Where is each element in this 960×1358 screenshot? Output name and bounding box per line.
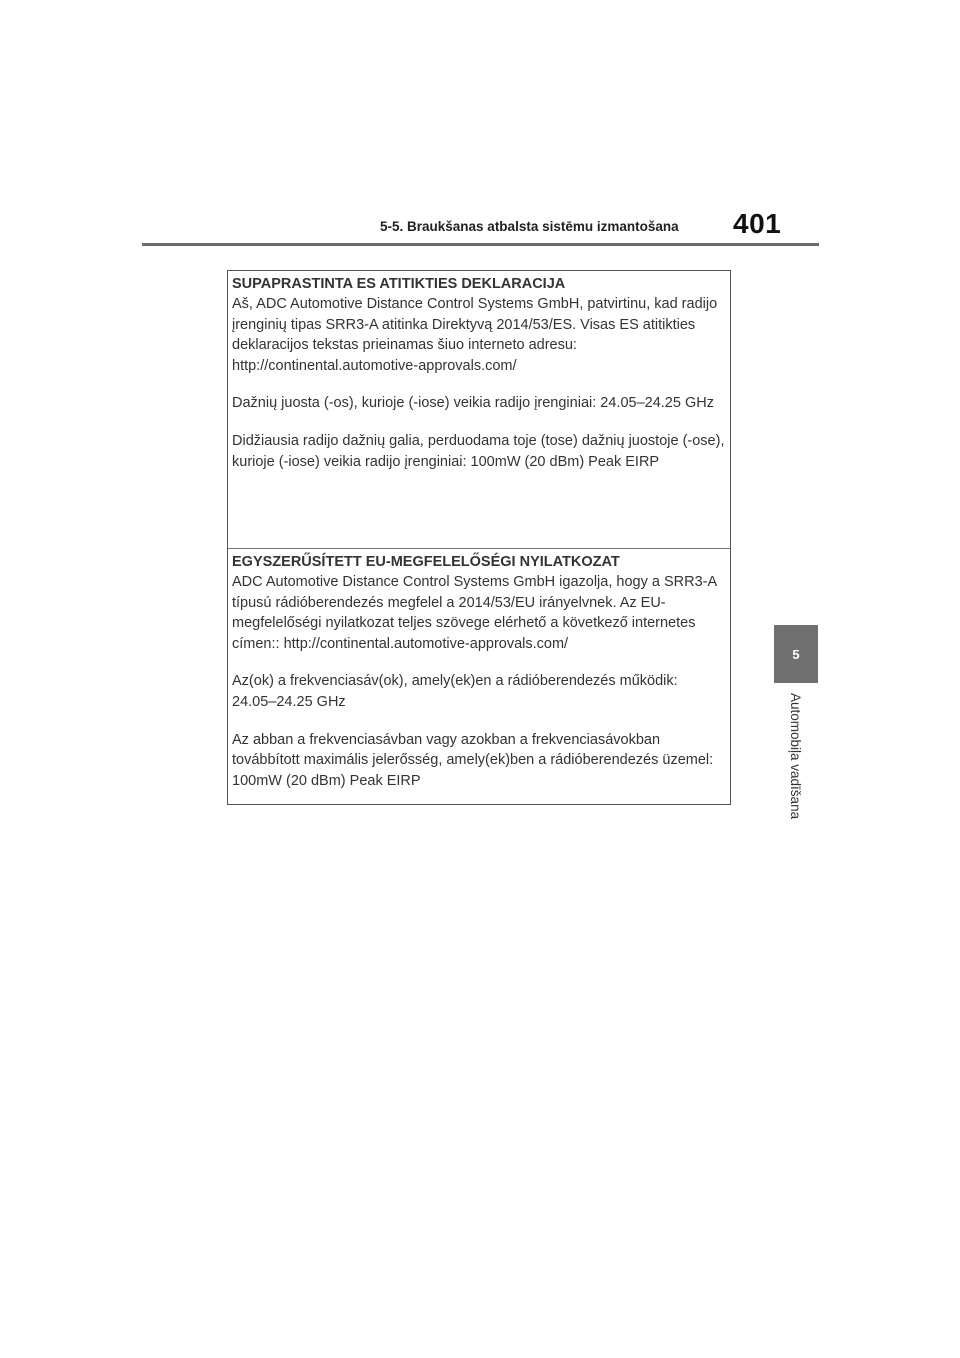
declaration-paragraph: Didžiausia radijo dažnių galia, perduodama toje (tose) dažnių juostoje (-ose), kurioje (-iose) veikia radijo įrenginiai: 100mW (20 dBm) Peak EIRP bbox=[232, 432, 725, 470]
declaration-hungarian bbox=[228, 549, 730, 805]
chapter-title: Automobiļa vadīšana bbox=[788, 693, 803, 820]
section-title: 5-5. Braukšanas atbalsta sistēmu izmantošana bbox=[380, 219, 679, 234]
declaration-paragraph: Dažnių juosta (-os), kurioje (-iose) veikia radijo įrenginiai: 24.05–24.25 GHz bbox=[232, 395, 714, 412]
page-number: 401 bbox=[733, 208, 782, 239]
declaration-box bbox=[227, 270, 731, 805]
chapter-number: 5 bbox=[792, 646, 800, 662]
header-divider bbox=[142, 243, 819, 246]
declaration-lithuanian bbox=[228, 271, 730, 549]
declaration-paragraph: Az(ok) a frekvenciasáv(ok), amely(ek)en a rádióberendezés működik: 24.05–24.25 GHz bbox=[232, 673, 678, 710]
declaration-paragraph: Az abban a frekvenciasávban vagy azokban a frekvenciasávokban továbbított maximális jelerősség, amely(ek)ben a rádióberendezés üzemel: 100mW (20 dBm) Peak EIRP bbox=[232, 731, 714, 789]
declaration-title: EGYSZERŰSÍTETT EU-MEGFELELŐSÉGI NYILATKOZAT bbox=[232, 554, 620, 570]
declaration-paragraph: ADC Automotive Distance Control Systems GmbH igazolja, hogy a SRR3-A típusú rádióberendezés megfelel a 2014/53/EU irányelvnek. Az EU-megfelelőségi nyilatkozat teljes szövege elérhető a következő internetes címen:: http://continental.automotive-approvals.com/ bbox=[232, 574, 717, 652]
chapter-tab bbox=[774, 625, 818, 683]
declaration-title: SUPAPRASTINTA ES ATITIKTIES DEKLARACIJA bbox=[232, 276, 566, 292]
declaration-paragraph: Aš, ADC Automotive Distance Control Systems GmbH, patvirtinu, kad radijo įrenginių tipas SRR3-A atitinka Direktyvą 2014/53/ES. Visas ES atitikties deklaracijos tekstas prieinamas šiuo interneto adresu: http://continental.automotive-approvals.com/ bbox=[232, 296, 718, 374]
